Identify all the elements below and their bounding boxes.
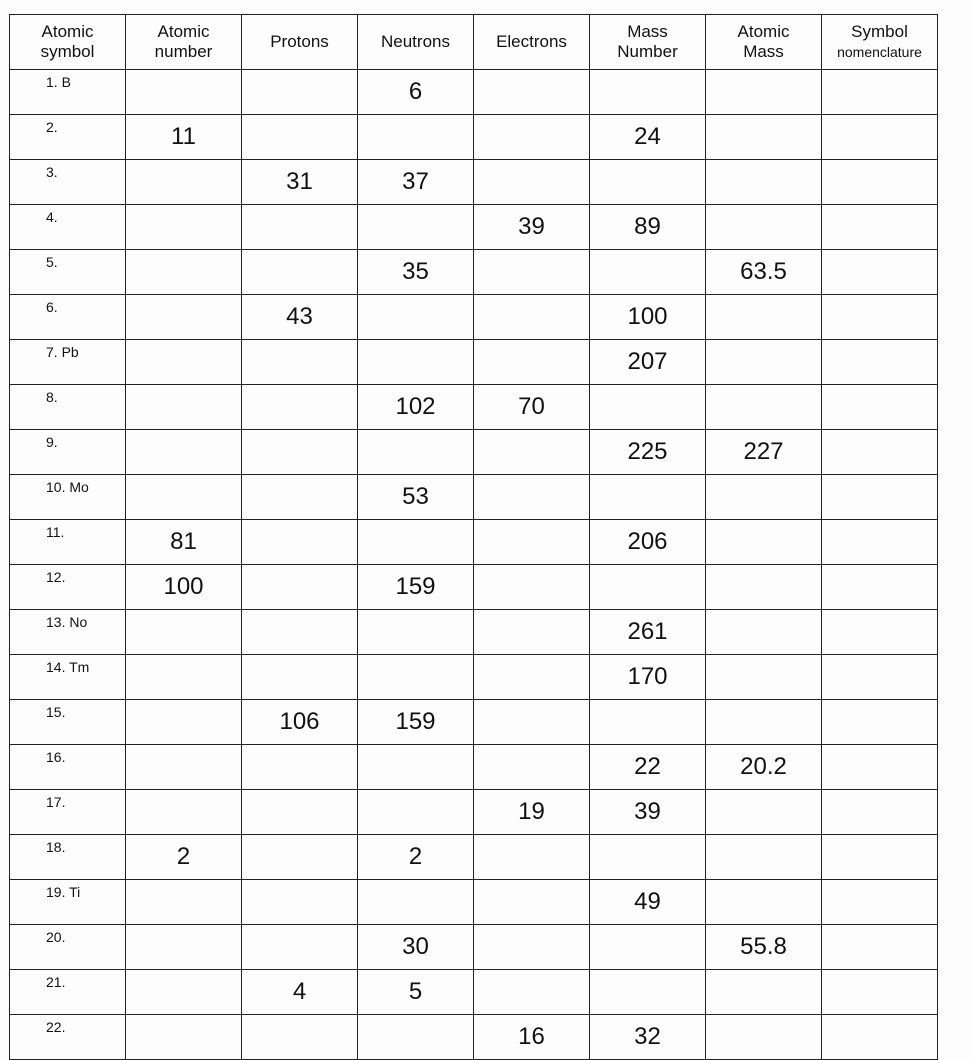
cell-neutrons[interactable]: 102 — [358, 385, 474, 430]
cell-electrons[interactable] — [474, 475, 590, 520]
cell-mass-number[interactable]: 24 — [590, 115, 706, 160]
header-atomic-symbol: Atomic symbol — [10, 15, 126, 70]
row-label: 5. — [10, 250, 126, 295]
table-row — [10, 430, 938, 475]
cell-neutrons[interactable]: 53 — [358, 475, 474, 520]
cell-electrons[interactable]: 70 — [474, 385, 590, 430]
cell-neutrons[interactable] — [358, 880, 474, 925]
table-row — [10, 970, 938, 1015]
cell-atomic-mass[interactable] — [706, 1015, 822, 1060]
cell-mass-number[interactable]: 89 — [590, 205, 706, 250]
cell-protons[interactable] — [242, 250, 358, 295]
cell-neutrons[interactable] — [358, 115, 474, 160]
cell-mass-number[interactable] — [590, 475, 706, 520]
cell-mass-number[interactable] — [590, 700, 706, 745]
cell-neutrons[interactable]: 159 — [358, 565, 474, 610]
table-row — [10, 655, 938, 700]
row-label: 15. — [10, 700, 126, 745]
header-protons: Protons — [242, 15, 358, 70]
cell-neutrons[interactable]: 35 — [358, 250, 474, 295]
row-label: 13. No — [10, 610, 126, 655]
cell-mass-number[interactable]: 170 — [590, 655, 706, 700]
cell-atomic-number[interactable]: 2 — [126, 835, 242, 880]
cell-mass-number[interactable] — [590, 70, 706, 115]
cell-nomenclature[interactable] — [822, 1015, 938, 1060]
row-label: 10. Mo — [10, 475, 126, 520]
cell-nomenclature[interactable] — [822, 745, 938, 790]
cell-atomic-number[interactable] — [126, 430, 242, 475]
cell-nomenclature[interactable] — [822, 970, 938, 1015]
cell-protons[interactable] — [242, 880, 358, 925]
row-label: 12. — [10, 565, 126, 610]
table-row — [10, 160, 938, 205]
cell-electrons[interactable] — [474, 520, 590, 565]
header-atomic-number: Atomic number — [126, 15, 242, 70]
row-label: 17. — [10, 790, 126, 835]
cell-electrons[interactable] — [474, 340, 590, 385]
cell-neutrons[interactable] — [358, 790, 474, 835]
row-label: 11. — [10, 520, 126, 565]
cell-mass-number[interactable]: 206 — [590, 520, 706, 565]
cell-nomenclature[interactable] — [822, 115, 938, 160]
header-symbol-nomenclature: Symbol nomenclature — [822, 15, 938, 70]
cell-protons[interactable] — [242, 745, 358, 790]
cell-atomic-mass[interactable]: 55.8 — [706, 925, 822, 970]
cell-nomenclature[interactable] — [822, 430, 938, 475]
cell-atomic-number[interactable]: 81 — [126, 520, 242, 565]
cell-mass-number[interactable]: 39 — [590, 790, 706, 835]
table-row — [10, 790, 938, 835]
cell-protons[interactable] — [242, 655, 358, 700]
cell-nomenclature[interactable] — [822, 790, 938, 835]
row-label: 19. Ti — [10, 880, 126, 925]
cell-mass-number[interactable]: 100 — [590, 295, 706, 340]
row-label: 9. — [10, 430, 126, 475]
cell-electrons[interactable] — [474, 610, 590, 655]
cell-neutrons[interactable]: 2 — [358, 835, 474, 880]
cell-neutrons[interactable]: 30 — [358, 925, 474, 970]
table-row — [10, 70, 938, 115]
cell-atomic-mass[interactable] — [706, 160, 822, 205]
cell-protons[interactable]: 4 — [242, 970, 358, 1015]
cell-nomenclature[interactable] — [822, 160, 938, 205]
cell-electrons[interactable] — [474, 160, 590, 205]
cell-mass-number[interactable]: 225 — [590, 430, 706, 475]
cell-atomic-mass[interactable] — [706, 115, 822, 160]
cell-neutrons[interactable] — [358, 655, 474, 700]
cell-atomic-mass[interactable] — [706, 475, 822, 520]
cell-nomenclature[interactable] — [822, 925, 938, 970]
cell-mass-number[interactable] — [590, 565, 706, 610]
cell-electrons[interactable] — [474, 970, 590, 1015]
cell-atomic-mass[interactable] — [706, 205, 822, 250]
cell-atomic-number[interactable] — [126, 160, 242, 205]
cell-mass-number[interactable] — [590, 925, 706, 970]
cell-mass-number[interactable]: 49 — [590, 880, 706, 925]
cell-neutrons[interactable]: 6 — [358, 70, 474, 115]
cell-neutrons[interactable] — [358, 340, 474, 385]
cell-atomic-mass[interactable] — [706, 610, 822, 655]
cell-atomic-number[interactable]: 11 — [126, 115, 242, 160]
cell-atomic-number[interactable] — [126, 70, 242, 115]
cell-neutrons[interactable] — [358, 610, 474, 655]
cell-atomic-mass[interactable] — [706, 565, 822, 610]
cell-atomic-number[interactable] — [126, 475, 242, 520]
row-label: 7. Pb — [10, 340, 126, 385]
cell-protons[interactable] — [242, 925, 358, 970]
cell-nomenclature[interactable] — [822, 610, 938, 655]
cell-electrons[interactable]: 19 — [474, 790, 590, 835]
row-label: 20. — [10, 925, 126, 970]
header-atomic-mass: Atomic Mass — [706, 15, 822, 70]
cell-protons[interactable] — [242, 475, 358, 520]
cell-electrons[interactable] — [474, 250, 590, 295]
cell-atomic-mass[interactable] — [706, 340, 822, 385]
cell-neutrons[interactable]: 5 — [358, 970, 474, 1015]
cell-atomic-number[interactable] — [126, 880, 242, 925]
cell-atomic-number[interactable] — [126, 250, 242, 295]
cell-atomic-number[interactable] — [126, 385, 242, 430]
cell-protons[interactable] — [242, 205, 358, 250]
cell-atomic-number[interactable] — [126, 295, 242, 340]
row-label: 6. — [10, 295, 126, 340]
cell-electrons[interactable] — [474, 655, 590, 700]
table-row — [10, 745, 938, 790]
cell-atomic-mass[interactable] — [706, 385, 822, 430]
cell-atomic-mass[interactable] — [706, 880, 822, 925]
cell-electrons[interactable]: 16 — [474, 1015, 590, 1060]
cell-mass-number[interactable]: 22 — [590, 745, 706, 790]
table-body — [10, 70, 938, 1060]
cell-atomic-number[interactable] — [126, 970, 242, 1015]
row-label: 21. — [10, 970, 126, 1015]
table-row — [10, 565, 938, 610]
cell-protons[interactable]: 31 — [242, 160, 358, 205]
cell-mass-number[interactable] — [590, 385, 706, 430]
cell-atomic-number[interactable] — [126, 745, 242, 790]
cell-atomic-mass[interactable]: 227 — [706, 430, 822, 475]
cell-mass-number[interactable]: 261 — [590, 610, 706, 655]
cell-electrons[interactable] — [474, 115, 590, 160]
table-row — [10, 925, 938, 970]
cell-atomic-number[interactable] — [126, 655, 242, 700]
cell-neutrons[interactable] — [358, 1015, 474, 1060]
cell-protons[interactable] — [242, 70, 358, 115]
cell-atomic-mass[interactable] — [706, 520, 822, 565]
row-label: 14. Tm — [10, 655, 126, 700]
cell-protons[interactable] — [242, 1015, 358, 1060]
table-row — [10, 340, 938, 385]
cell-nomenclature[interactable] — [822, 385, 938, 430]
cell-neutrons[interactable] — [358, 295, 474, 340]
table-row — [10, 205, 938, 250]
cell-atomic-mass[interactable] — [706, 700, 822, 745]
cell-atomic-mass[interactable] — [706, 655, 822, 700]
cell-neutrons[interactable] — [358, 430, 474, 475]
table-row — [10, 880, 938, 925]
cell-electrons[interactable] — [474, 430, 590, 475]
cell-electrons[interactable]: 39 — [474, 205, 590, 250]
cell-protons[interactable] — [242, 790, 358, 835]
cell-protons[interactable] — [242, 610, 358, 655]
cell-protons[interactable] — [242, 430, 358, 475]
cell-protons[interactable] — [242, 115, 358, 160]
table-row — [10, 475, 938, 520]
cell-electrons[interactable] — [474, 835, 590, 880]
row-label: 22. — [10, 1015, 126, 1060]
table-row — [10, 610, 938, 655]
cell-nomenclature[interactable] — [822, 835, 938, 880]
cell-electrons[interactable] — [474, 295, 590, 340]
cell-mass-number[interactable] — [590, 250, 706, 295]
cell-nomenclature[interactable] — [822, 340, 938, 385]
row-label: 2. — [10, 115, 126, 160]
cell-atomic-number[interactable] — [126, 700, 242, 745]
header-neutrons: Neutrons — [358, 15, 474, 70]
cell-electrons[interactable] — [474, 700, 590, 745]
row-label: 16. — [10, 745, 126, 790]
cell-nomenclature[interactable] — [822, 205, 938, 250]
cell-nomenclature[interactable] — [822, 520, 938, 565]
table-row — [10, 385, 938, 430]
cell-atomic-number[interactable] — [126, 925, 242, 970]
header-mass-number: Mass Number — [590, 15, 706, 70]
row-label: 18. — [10, 835, 126, 880]
cell-protons[interactable] — [242, 385, 358, 430]
cell-nomenclature[interactable] — [822, 250, 938, 295]
cell-atomic-mass[interactable] — [706, 70, 822, 115]
cell-mass-number[interactable] — [590, 970, 706, 1015]
cell-atomic-mass[interactable]: 20.2 — [706, 745, 822, 790]
cell-neutrons[interactable]: 159 — [358, 700, 474, 745]
cell-nomenclature[interactable] — [822, 880, 938, 925]
cell-mass-number[interactable] — [590, 160, 706, 205]
row-label: 4. — [10, 205, 126, 250]
cell-atomic-number[interactable]: 100 — [126, 565, 242, 610]
cell-electrons[interactable] — [474, 880, 590, 925]
table-row — [10, 520, 938, 565]
cell-atomic-mass[interactable]: 63.5 — [706, 250, 822, 295]
cell-nomenclature[interactable] — [822, 565, 938, 610]
table-row — [10, 700, 938, 745]
cell-atomic-mass[interactable] — [706, 295, 822, 340]
cell-atomic-mass[interactable] — [706, 790, 822, 835]
cell-protons[interactable]: 43 — [242, 295, 358, 340]
cell-nomenclature[interactable] — [822, 700, 938, 745]
cell-nomenclature[interactable] — [822, 295, 938, 340]
cell-atomic-number[interactable] — [126, 1015, 242, 1060]
cell-neutrons[interactable] — [358, 520, 474, 565]
cell-atomic-number[interactable] — [126, 610, 242, 655]
cell-electrons[interactable] — [474, 70, 590, 115]
cell-electrons[interactable] — [474, 925, 590, 970]
row-label: 3. — [10, 160, 126, 205]
header-row — [10, 15, 938, 70]
cell-atomic-number[interactable] — [126, 205, 242, 250]
row-label: 8. — [10, 385, 126, 430]
cell-atomic-number[interactable] — [126, 340, 242, 385]
cell-protons[interactable] — [242, 835, 358, 880]
cell-atomic-number[interactable] — [126, 790, 242, 835]
table-row — [10, 115, 938, 160]
table-row — [10, 295, 938, 340]
row-label: 1. B — [10, 70, 126, 115]
cell-mass-number[interactable] — [590, 835, 706, 880]
table-row — [10, 835, 938, 880]
cell-neutrons[interactable]: 37 — [358, 160, 474, 205]
cell-mass-number[interactable]: 32 — [590, 1015, 706, 1060]
cell-electrons[interactable] — [474, 745, 590, 790]
cell-nomenclature[interactable] — [822, 655, 938, 700]
cell-nomenclature[interactable] — [822, 475, 938, 520]
cell-atomic-mass[interactable] — [706, 970, 822, 1015]
cell-neutrons[interactable] — [358, 745, 474, 790]
header-electrons: Electrons — [474, 15, 590, 70]
cell-protons[interactable] — [242, 520, 358, 565]
cell-protons[interactable] — [242, 565, 358, 610]
table-row — [10, 250, 938, 295]
cell-protons[interactable]: 106 — [242, 700, 358, 745]
cell-nomenclature[interactable] — [822, 70, 938, 115]
atomic-structure-worksheet-table — [9, 14, 938, 1060]
cell-mass-number[interactable]: 207 — [590, 340, 706, 385]
cell-atomic-mass[interactable] — [706, 835, 822, 880]
cell-electrons[interactable] — [474, 565, 590, 610]
cell-protons[interactable] — [242, 340, 358, 385]
cell-neutrons[interactable] — [358, 205, 474, 250]
table-row — [10, 1015, 938, 1060]
